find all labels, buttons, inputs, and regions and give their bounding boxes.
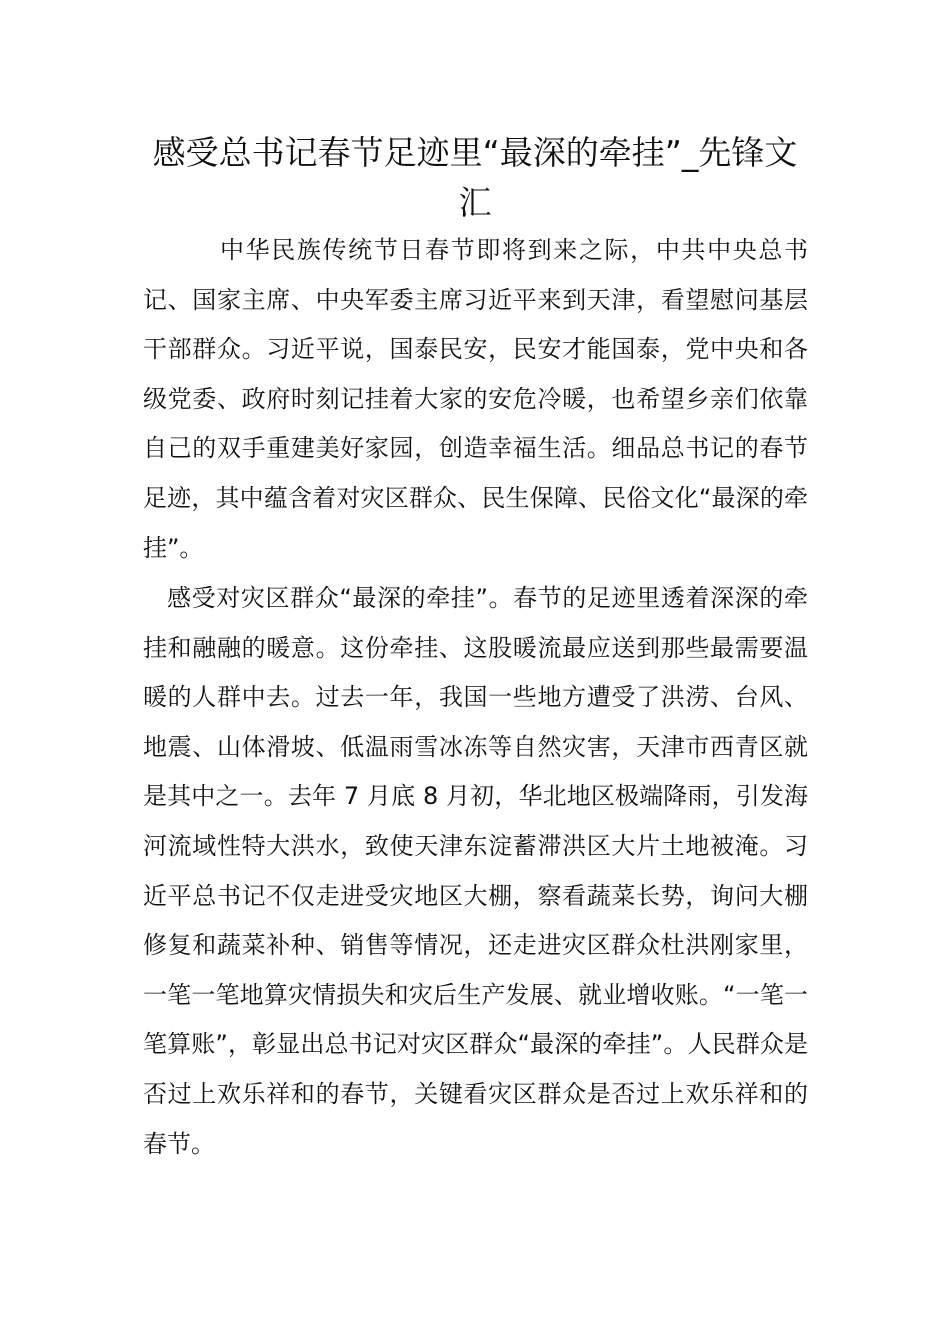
paragraph-intro: 中华民族传统节日春节即将到来之际，中共中央总书记、国家主席、中央军委主席习近平来到天津，看望慰问基层干部群众。习近平说，国泰民安，民安才能国泰，党中央和各级党委、政府时刻记挂着大家的安危冷暖，也希望乡亲们依靠自己的双手重建美好家园，创造幸福生活。细品总书记的春节足迹，其中蕴含着对灾区群众、民生保障、民俗文化“最深的牵挂”。: [143, 236, 808, 562]
document-title: 感受总书记春节足迹里“最深的牵挂”_先锋文汇: [152, 133, 798, 222]
paragraph-disaster-area: 感受对灾区群众“最深的牵挂”。春节的足迹里透着深深的牵挂和融融的暖意。这份牵挂、这股暖流最应送到那些最需要温暖的人群中去。过去一年，我国一些地方遭受了洪涝、台风、地震、山体滑坡、低温雨雪冰冻等自然灾害，天津市西青区就是其中之一。去年 7 月底 8 月初，华北地区极端降雨，引发海河流域性特大洪水，致使天津东淀蓄滞洪区大片土地被淹。习近平总书记不仅走进受灾地区大棚，察看蔬菜长势，询问大棚修复和蔬菜补种、销售等情况，还走进灾区群众杜洪刚家里，一笔一笔地算灾情损失和灾后生产发展、就业增收账。“一笔一笔算账”，彰显出总书记对灾区群众“最深的牵挂”。人民群众是否过上欢乐祥和的春节，关键看灾区群众是否过上欢乐祥和的春节。: [143, 584, 808, 1158]
